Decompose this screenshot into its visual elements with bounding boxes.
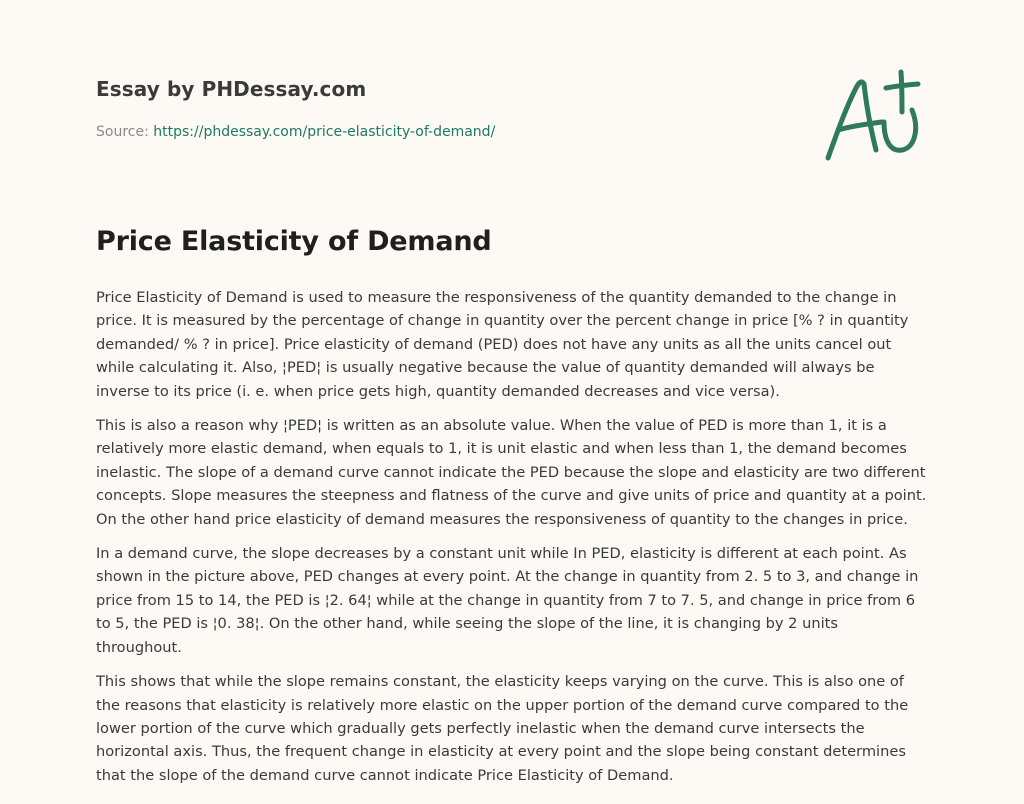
source-label: Source: bbox=[96, 124, 149, 140]
page-header bbox=[96, 0, 928, 190]
essay-body bbox=[96, 286, 928, 798]
source-line bbox=[96, 124, 495, 140]
essay-paragraph: This shows that while the slope remains constant, the elasticity keeps varying on the curve. This is also one of the reasons that elasticity is relatively more elastic on the upper portion of the demand curve compared to the lower portion of the curve which gradually gets perfectly inelastic when the demand curve intersects the horizontal axis. Thus, the frequent change in elasticity at every point and the slope being constant determines that the slope of the demand curve cannot indicate Price Elasticity of Demand. bbox=[96, 673, 909, 784]
essay-paragraph: This is also a reason why ¦PED¦ is written as an absolute value. When the value of PED is more than 1, it is a relatively more elastic demand, when equals to 1, it is unit elastic and when less than 1, the demand becomes inelastic. The slope of a demand curve cannot indicate the PED because the slope and elasticity are two different concepts. Slope measures the steepness and flatness of the curve and give units of price and quantity at a point. On the other hand price elasticity of demand measures the responsiveness of quantity to the changes in price. bbox=[96, 417, 927, 528]
brand-title: Essay by PHDessay.com bbox=[96, 77, 367, 101]
essay-title: Price Elasticity of Demand bbox=[96, 226, 492, 257]
a-plus-logo bbox=[822, 66, 928, 166]
essay-page bbox=[96, 0, 928, 784]
source-link[interactable]: https://phdessay.com/price-elasticity-of-demand/ bbox=[153, 124, 496, 140]
a-plus-logo-icon bbox=[822, 66, 928, 166]
essay-paragraph: Price Elasticity of Demand is used to measure the responsiveness of the quantity demanded to the change in price. It is measured by the percentage of change in quantity over the percent change in price [% ? in quantity demanded/ % ? in price]. Price elasticity of demand (PED) does not have any units as all the units cancel out while calculating it. Also, ¦PED¦ is usually negative because the value of quantity demanded will always be inverse to its price (i. e. when price gets high, quantity demanded decreases and vice versa). bbox=[96, 289, 909, 400]
essay-paragraph: In a demand curve, the slope decreases by a constant unit while In PED, elasticity is different at each point. As shown in the picture above, PED changes at every point. At the change in quantity from 2. 5 to 3, and change in price from 15 to 14, the PED is ¦2. 64¦ while at the change in quantity from 7 to 7. 5, and change in price from 6 to 5, the PED is ¦0. 38¦. On the other hand, while seeing the slope of the line, it is changing by 2 units throughout. bbox=[96, 545, 919, 656]
